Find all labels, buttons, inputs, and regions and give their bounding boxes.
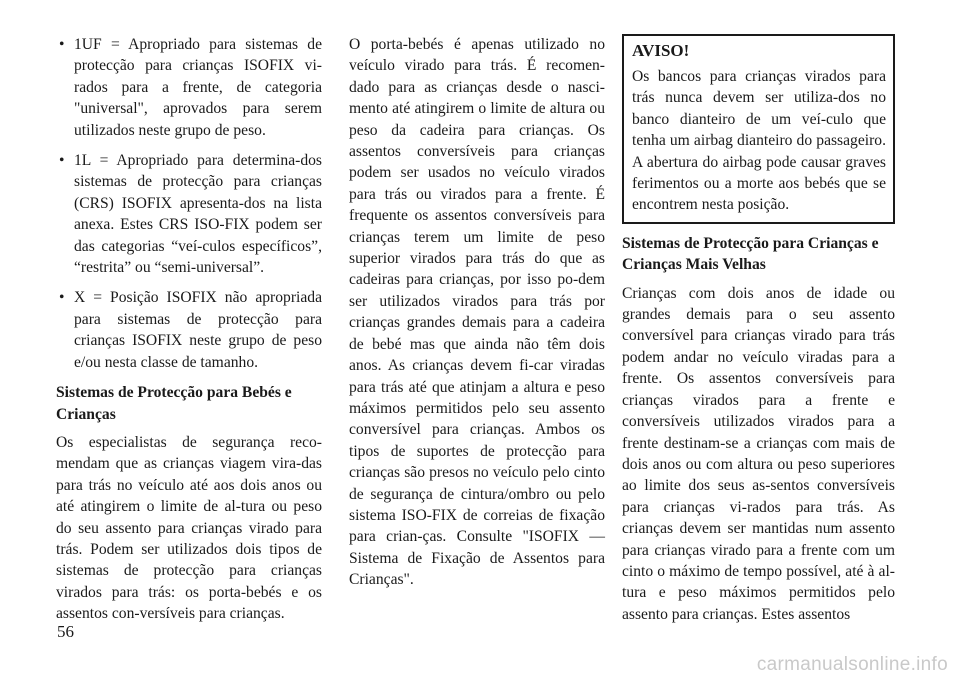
watermark: carmanualsonline.info (756, 654, 948, 675)
body-paragraph: Os especialistas de segurança reco-mendam que as crianças viagem vira-das para trás no veículo até aos dois anos ou até atingirem o limite de al-tura ou peso do seu assento para crianças virado para trás. Podem ser utilizados dois tipos de sistemas de protecção para crianças virados para trás: os porta-bebés e os assentos con-versíveis para crianças. (56, 433, 322, 623)
warning-text: Os bancos para crianças virados para trás nunca devem ser utiliza-dos no banco dianteiro de um veí-culo que tenha um airbag dianteiro do passageiro. A abertura do airbag pode causar graves ferimentos ou a morte aos bebés que se encontrem nesta posição. (632, 68, 886, 214)
list-item-text: X = Posição ISOFIX não apropriada para sistemas de protecção para crianças ISOFIX neste grupo de peso e/ou nesta classe de tamanho. (74, 289, 322, 371)
page-number: 56 (57, 622, 74, 641)
column-left (56, 34, 322, 633)
list-item (56, 34, 322, 141)
warning-box (622, 34, 895, 224)
section-heading-children: Sistemas de Protecção para Crianças e Crianças Mais Velhas (622, 234, 879, 274)
column-right (622, 34, 895, 633)
bullet-icon: • (59, 36, 65, 53)
body-paragraph: Crianças com dois anos de idade ou grandes demais para o seu assento conversível para crianças virado para trás podem andar no veículo viradas para a frente. Os assentos conversíveis para crianças virados para a frente e conversíveis utilizados virados para a frente destinam-se a crianças com mais de dois anos ou com altura ou peso superiores ao limite dos seus as-sentos conversíveis para crianças vi-rados para trás. As crianças devem ser mantidas num assento para crianças virado para a frente com um cinto o máximo de tempo possível, até à al-tura e peso máximos permitidos pelo assento para crianças. Estes assentos (622, 284, 895, 623)
isofix-legend-list (56, 34, 322, 373)
section-heading-infants: Sistemas de Protecção para Bebés e Crianças (56, 384, 292, 423)
list-item-text: 1UF = Apropriado para sistemas de protecção para crianças ISOFIX vi-rados para a frente, de categoria "universal", aprovados para serem utilizados neste grupo de peso. (74, 36, 322, 139)
column-middle (349, 34, 605, 599)
warning-title: AVISO! (632, 41, 690, 60)
list-item (56, 287, 322, 373)
list-item (56, 150, 322, 278)
list-item-text: 1L = Apropriado para determina-dos sistemas de protecção para crianças (CRS) ISOFIX apresenta-dos na lista anexa. Estes CRS ISO-FIX podem ser das categorias “veí-culos específicos”, “restrita” ou “semi-universal”. (74, 152, 322, 277)
body-paragraph: O porta-bebés é apenas utilizado no veículo virado para trás. É recomen-dado para as crianças desde o nasci-mento até atingirem o limite de altura ou peso da cadeira para crianças. Os assentos conversíveis para crianças podem ser usados no veículo virados para trás ou virados para a frente. É frequente os assentos conversíveis para crianças terem um limite de peso superior virados para trás do que as cadeiras para crianças, por isso po-dem ser utilizados virados para trás por crianças grandes demais para a cadeira de bebé mas que ainda não têm dois anos. As crianças devem fi-car viradas para trás até que atinjam a altura e peso máximos permitidos pelo seu assento conversível para crianças. Ambos os tipos de suportes de protecção para crianças são presos no veículo pelo cinto de segurança de cintura/ombro ou pelo sistema ISO-FIX de correias de fixação para crian-ças. Consulte "ISOFIX — Sistema de Fixação de Assentos para Crianças". (349, 36, 605, 589)
bullet-icon: • (59, 289, 65, 307)
bullet-icon: • (59, 152, 65, 170)
